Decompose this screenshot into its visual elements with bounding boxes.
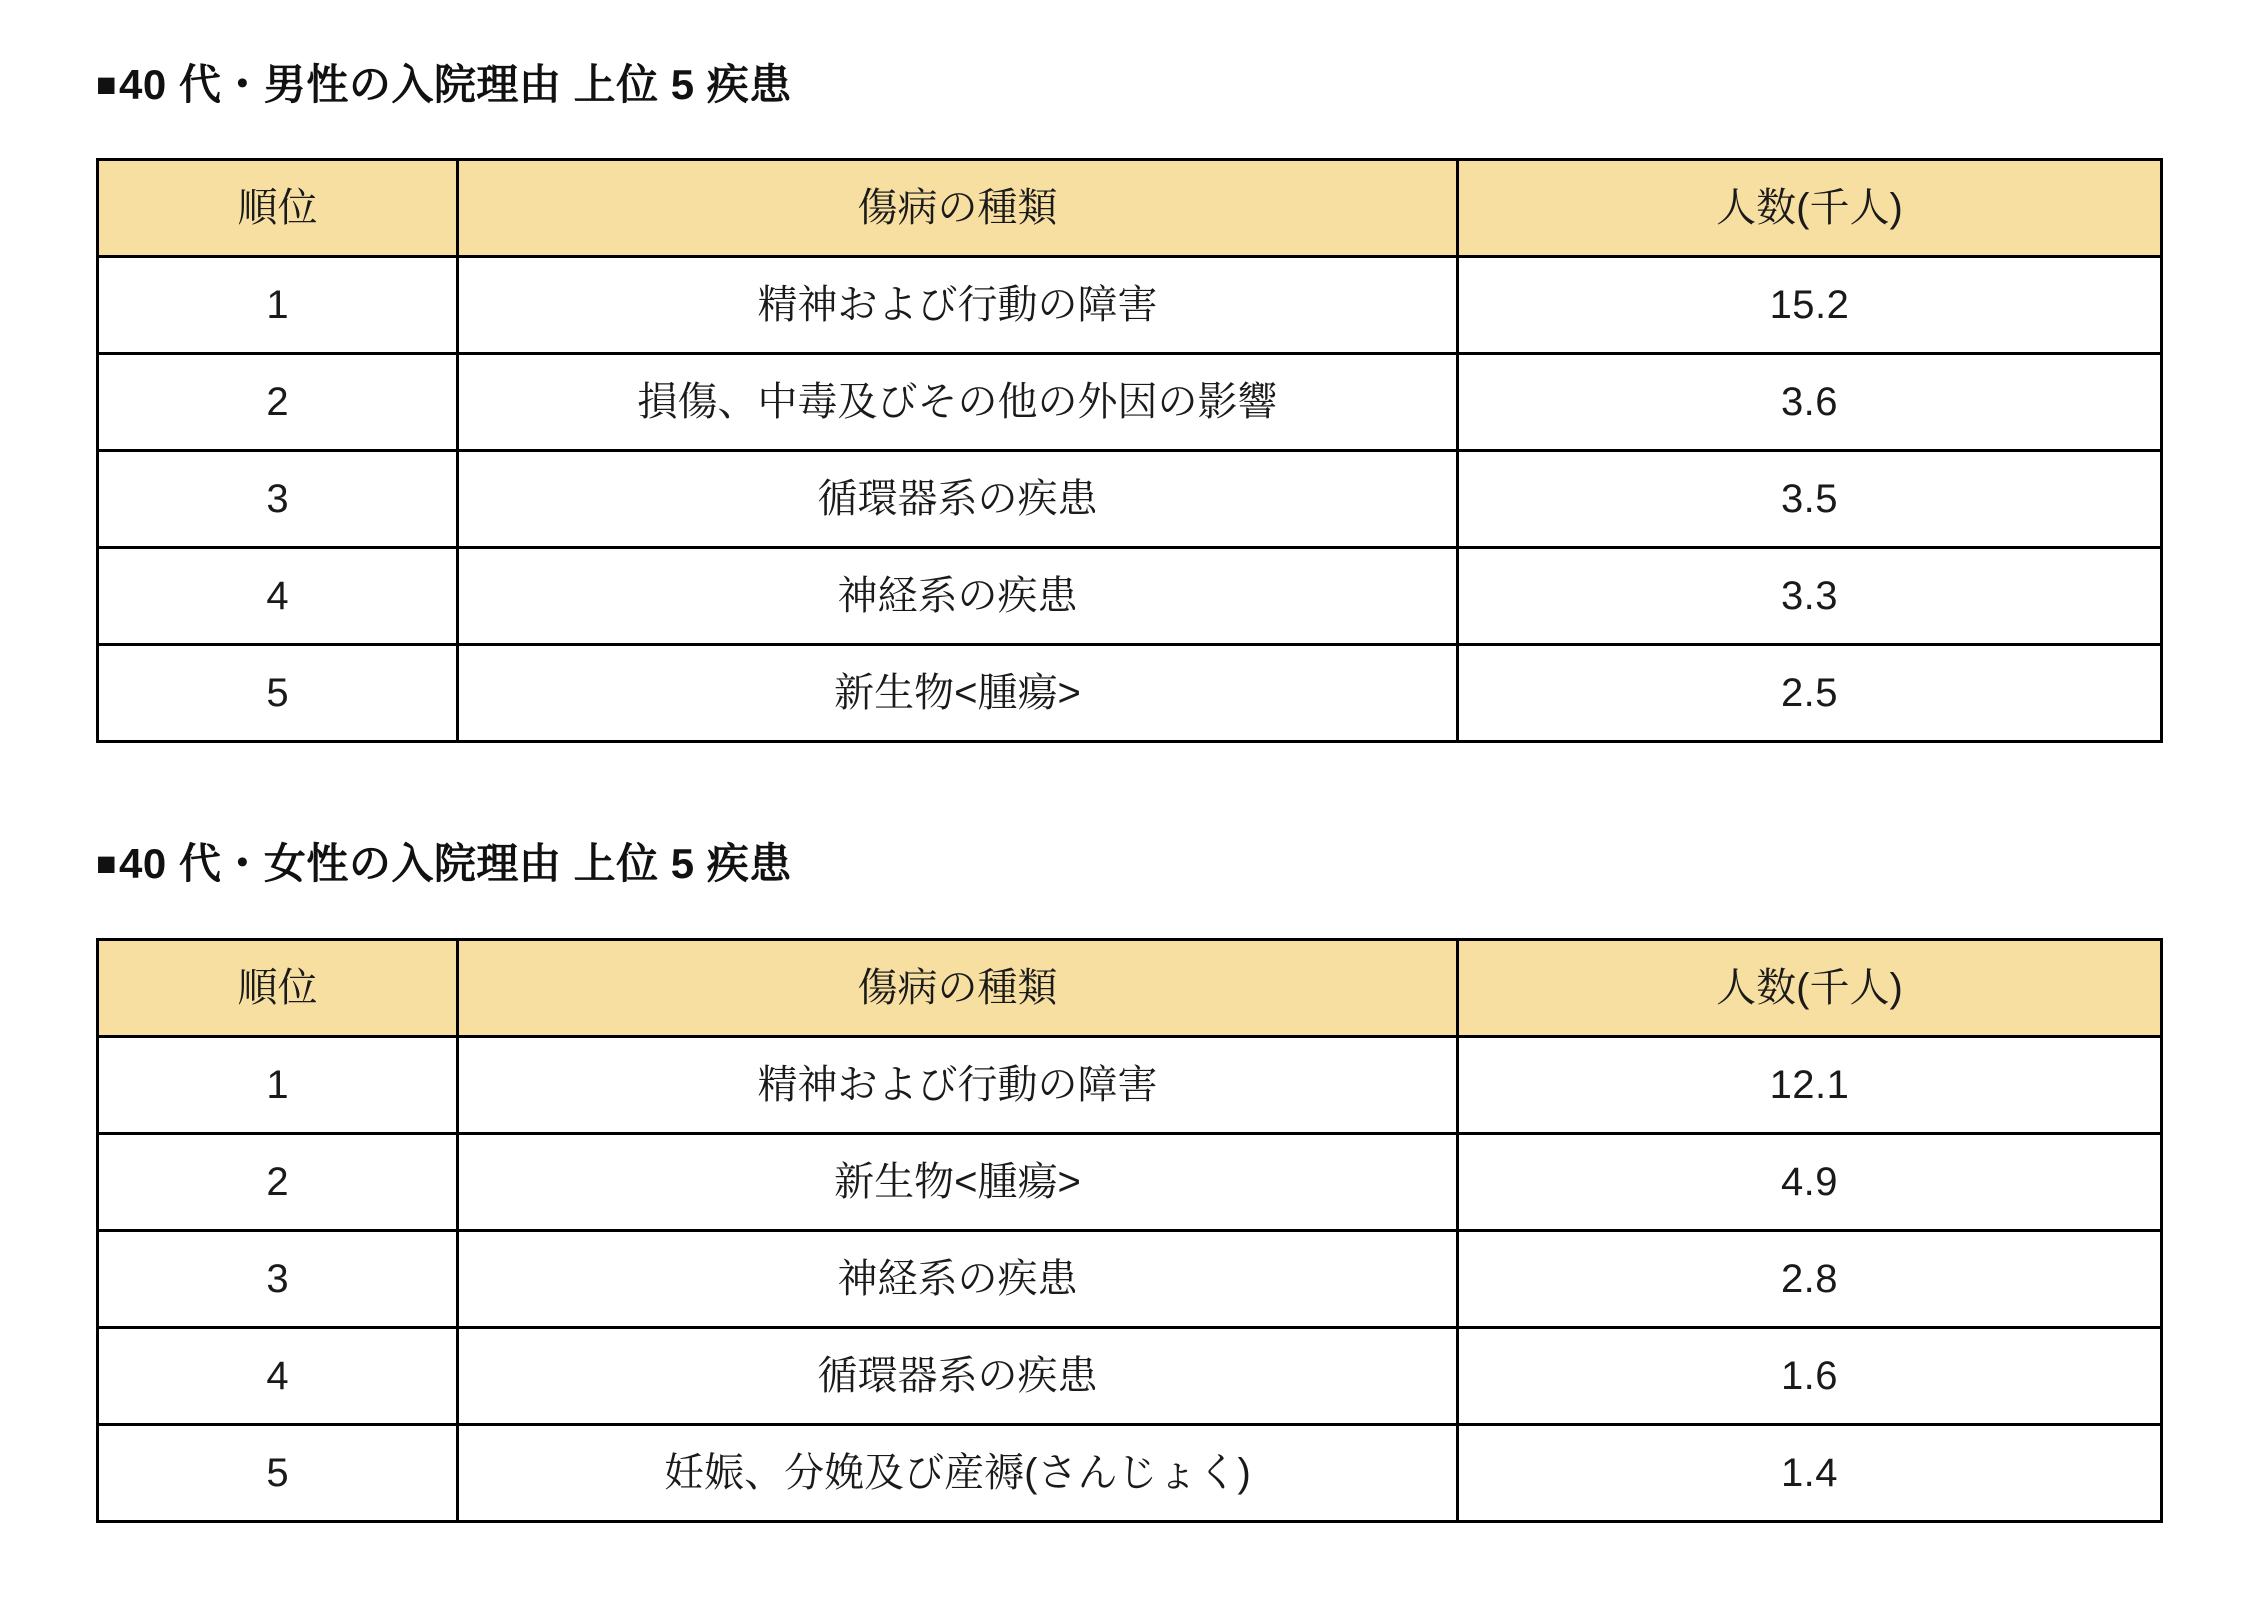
cell-disease: 損傷、中毒及びその他の外因の影響 <box>458 354 1458 451</box>
table-row <box>98 354 2162 451</box>
cell-count: 12.1 <box>1458 1036 2162 1133</box>
table-row <box>98 257 2162 354</box>
cell-disease: 新生物<腫瘍> <box>458 1133 1458 1230</box>
column-header-count: 人数(千人) <box>1458 160 2162 257</box>
cell-rank: 2 <box>98 1133 458 1230</box>
column-header-rank: 順位 <box>98 939 458 1036</box>
table-male-top5 <box>96 158 2163 743</box>
cell-rank: 3 <box>98 1230 458 1327</box>
cell-count: 1.4 <box>1458 1424 2162 1521</box>
table-row <box>98 1230 2162 1327</box>
column-header-disease: 傷病の種類 <box>458 160 1458 257</box>
table-row <box>98 451 2162 548</box>
cell-count: 2.5 <box>1458 645 2162 742</box>
cell-disease: 精神および行動の障害 <box>458 257 1458 354</box>
cell-disease: 新生物<腫瘍> <box>458 645 1458 742</box>
column-header-count: 人数(千人) <box>1458 939 2162 1036</box>
table-row <box>98 1036 2162 1133</box>
cell-count: 1.6 <box>1458 1327 2162 1424</box>
cell-rank: 1 <box>98 257 458 354</box>
cell-disease: 神経系の疾患 <box>458 1230 1458 1327</box>
table-female-top5 <box>96 938 2163 1523</box>
cell-disease: 精神および行動の障害 <box>458 1036 1458 1133</box>
cell-rank: 2 <box>98 354 458 451</box>
cell-disease: 妊娠、分娩及び産褥(さんじょく) <box>458 1424 1458 1521</box>
cell-disease: 循環器系の疾患 <box>458 451 1458 548</box>
cell-count: 2.8 <box>1458 1230 2162 1327</box>
section-title-text: 40 代・女性の入院理由 上位 5 疾患 <box>119 840 792 888</box>
cell-rank: 4 <box>98 548 458 645</box>
page-title-female <box>96 839 2160 889</box>
table-row <box>98 548 2162 645</box>
table-header-row <box>98 939 2162 1036</box>
cell-rank: 4 <box>98 1327 458 1424</box>
bullet-square-icon: ■ <box>96 845 118 884</box>
cell-rank: 5 <box>98 1424 458 1521</box>
cell-count: 3.6 <box>1458 354 2162 451</box>
table-row <box>98 645 2162 742</box>
table-row <box>98 1133 2162 1230</box>
cell-disease: 神経系の疾患 <box>458 548 1458 645</box>
section-male <box>96 60 2160 743</box>
page-title-male <box>96 60 2160 110</box>
cell-count: 15.2 <box>1458 257 2162 354</box>
cell-rank: 1 <box>98 1036 458 1133</box>
table-row <box>98 1424 2162 1521</box>
table-header-row <box>98 160 2162 257</box>
table-row <box>98 1327 2162 1424</box>
cell-disease: 循環器系の疾患 <box>458 1327 1458 1424</box>
section-title-text: 40 代・男性の入院理由 上位 5 疾患 <box>119 61 792 108</box>
cell-count: 3.5 <box>1458 451 2162 548</box>
column-header-disease: 傷病の種類 <box>458 939 1458 1036</box>
cell-rank: 3 <box>98 451 458 548</box>
column-header-rank: 順位 <box>98 160 458 257</box>
cell-count: 4.9 <box>1458 1133 2162 1230</box>
cell-count: 3.3 <box>1458 548 2162 645</box>
cell-rank: 5 <box>98 645 458 742</box>
bullet-square-icon: ■ <box>96 66 118 104</box>
section-female <box>96 839 2160 1522</box>
